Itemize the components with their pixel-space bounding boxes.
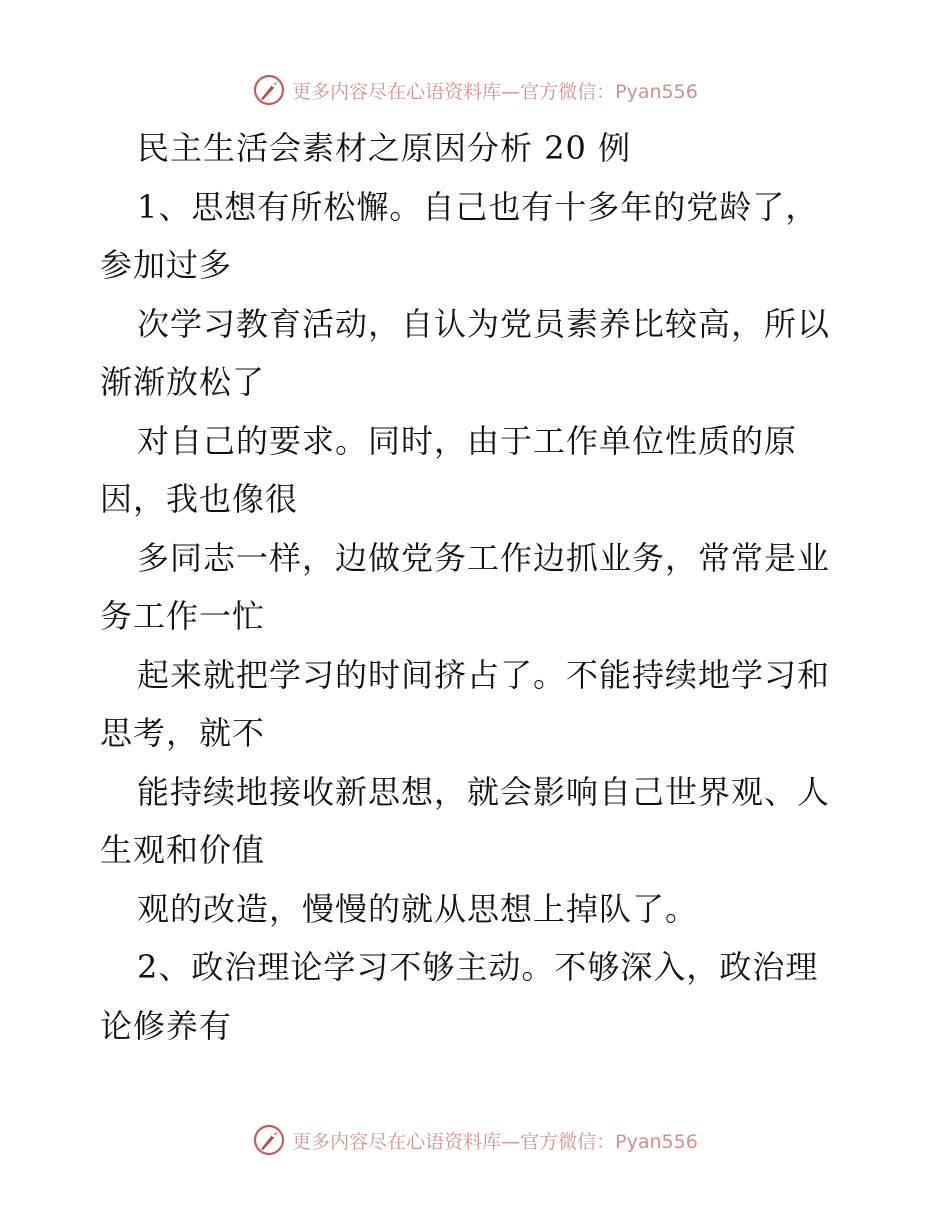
- paragraph-line: 观的改造，慢慢的就从思想上掉队了。: [137, 889, 699, 928]
- paragraph-line: 次学习教育活动，自认为党员素养比较高，所以: [137, 304, 831, 343]
- paragraph-line: 因，我也像很: [100, 480, 299, 518]
- document-title: 民主生活会素材之原因分析 20 例: [137, 129, 632, 167]
- watermark-text: 更多内容尽在心语资料库—官方微信：Pyan556: [292, 1130, 698, 1153]
- paragraph-line: 能持续地接收新思想，就会影响自己世界观、人: [137, 772, 831, 811]
- paragraph-line: 参加过多: [100, 246, 233, 284]
- paragraph-line: 生观和价值: [100, 831, 266, 869]
- paragraph-line: 思考，就不: [100, 714, 266, 752]
- watermark-text: 更多内容尽在心语资料库—官方微信：Pyan556: [292, 80, 698, 103]
- pen-nib-logo-icon: [252, 73, 286, 107]
- paragraph-line: 对自己的要求。同时，由于工作单位性质的原: [137, 421, 798, 460]
- paragraph-line: 2、政治理论学习不够主动。不够深入，政治理: [137, 948, 819, 986]
- paragraph-line: 1、思想有所松懈。自己也有十多年的党龄了，: [137, 187, 819, 226]
- header-watermark: [0, 70, 950, 110]
- paragraph-line: 多同志一样，边做党务工作边抓业务，常常是业: [137, 538, 831, 577]
- pen-nib-logo-icon: [252, 1123, 286, 1157]
- paragraph-line: 起来就把学习的时间挤占了。不能持续地学习和: [137, 655, 831, 694]
- paragraph-line: 务工作一忙: [100, 597, 266, 635]
- footer-watermark: [0, 1120, 950, 1160]
- paragraph-line: 论修养有: [100, 1006, 233, 1045]
- paragraph-line: 渐渐放松了: [100, 363, 266, 401]
- document-body: [100, 119, 860, 1055]
